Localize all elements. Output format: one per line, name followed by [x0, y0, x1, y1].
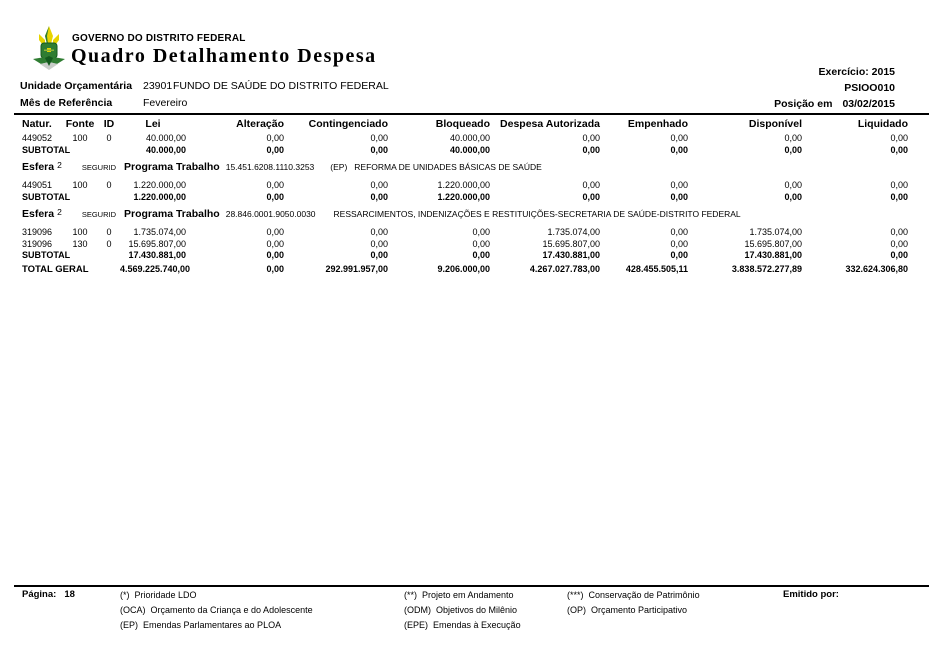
cell-lei: 40.000,00: [145, 144, 186, 155]
page-number-value: 18: [64, 589, 75, 600]
esfera-number: 2: [57, 207, 62, 217]
cell-bloqueado: 9.206.000,00: [437, 263, 490, 274]
table-row: [16, 180, 908, 192]
cell-alteracao: 0,00: [266, 238, 284, 249]
reference-month-line: [20, 97, 188, 109]
cell-bloqueado: 1.220.000,00: [437, 191, 490, 202]
report-code: PSIOO010: [844, 82, 895, 94]
col-id: ID: [103, 118, 115, 130]
cell-liquidado: 0,00: [890, 250, 908, 260]
legend-item: [567, 588, 700, 603]
table-row: [16, 239, 908, 251]
col-despesa-autorizada: Despesa Autorizada: [500, 118, 600, 130]
header-divider: [14, 113, 929, 115]
position-date: [774, 98, 895, 110]
work-program-label: Programa Trabalho: [124, 208, 220, 220]
legend-code: (EPE): [404, 620, 429, 630]
cell-fonte: 100: [72, 180, 88, 190]
col-contingenciado: Contingenciado: [308, 118, 388, 130]
col-disponivel: Disponível: [748, 118, 802, 130]
cell-id: 0: [106, 180, 112, 190]
position-date-value: 03/02/2015: [842, 98, 895, 110]
cell-alteracao: 0,00: [266, 133, 284, 143]
page-title: Quadro Detalhamento Despesa: [71, 45, 377, 67]
cell-fonte: 100: [72, 133, 88, 143]
cell-liquidado: 0,00: [890, 133, 908, 143]
cell-empenhado: 0,00: [670, 144, 688, 155]
footer-divider: [14, 585, 929, 587]
cell-disponivel: 3.838.572.277,89: [731, 263, 802, 274]
cell-lei: 1.220.000,00: [133, 180, 186, 190]
cell-id: 0: [106, 238, 112, 249]
legend-code: (OP): [567, 605, 586, 615]
cell-disponivel: 0,00: [784, 180, 802, 190]
cell-bloqueado: 0,00: [472, 227, 490, 237]
cell-disponivel: 0,00: [784, 191, 802, 202]
legend-code: (*): [120, 590, 130, 600]
cell-despesa-autorizada: 0,00: [582, 144, 600, 155]
legend-item: [404, 618, 521, 633]
cell-liquidado: 0,00: [890, 180, 908, 190]
col-liquidado: Liquidado: [857, 118, 908, 130]
cell-bloqueado: 40.000,00: [449, 144, 490, 155]
cell-disponivel: 1.735.074,00: [749, 227, 802, 237]
col-fonte: Fonte: [65, 118, 95, 130]
cell-lei: 1.735.074,00: [133, 227, 186, 237]
cell-lei: 1.220.000,00: [133, 191, 186, 202]
subtotal-label: SUBTOTAL: [22, 191, 71, 202]
cell-natur: 319096: [22, 238, 53, 249]
cell-alteracao: 0,00: [266, 263, 284, 274]
cell-despesa-autorizada: 0,00: [582, 180, 600, 190]
esfera-number: 2: [57, 160, 62, 170]
esfera-sphere: SEGURID: [81, 210, 117, 219]
col-lei: Lei: [145, 118, 161, 130]
subtotal-row: [16, 145, 908, 157]
legend-item: [120, 618, 313, 633]
work-program-desc: RESSARCIMENTOS, INDENIZAÇÕES E RESTITUIÇÕES-SECRETARIA DE SAÚDE-DISTRITO FEDERAL: [333, 209, 741, 219]
cell-alteracao: 0,00: [266, 180, 284, 190]
gdf-coat-of-arms-icon: [32, 26, 66, 74]
total-row: [16, 262, 908, 276]
cell-contingenciado: 0,00: [370, 227, 388, 237]
cell-disponivel: 15.695.807,00: [744, 238, 802, 249]
esfera-row: [16, 203, 908, 227]
cell-bloqueado: 40.000,00: [449, 133, 490, 143]
col-bloqueado: Bloqueado: [435, 118, 490, 130]
cell-contingenciado: 292.991.957,00: [325, 263, 388, 274]
cell-natur: 449052: [22, 133, 53, 143]
cell-disponivel: 17.430.881,00: [744, 250, 802, 260]
cell-empenhado: 0,00: [670, 250, 688, 260]
exercise-year: Exercício: 2015: [818, 66, 895, 78]
cell-empenhado: 0,00: [670, 191, 688, 202]
legend-label: Prioridade LDO: [134, 590, 197, 600]
cell-alteracao: 0,00: [266, 191, 284, 202]
cell-natur: 319096: [22, 227, 53, 237]
position-date-label: Posição em: [774, 98, 833, 110]
esfera-row: [16, 156, 908, 180]
cell-alteracao: 0,00: [266, 227, 284, 237]
total-label: TOTAL GERAL: [22, 263, 89, 275]
cell-alteracao: 0,00: [266, 250, 284, 260]
page-number-label: Página:: [22, 589, 57, 600]
cell-contingenciado: 0,00: [370, 180, 388, 190]
footer-legend-3: [567, 588, 700, 618]
cell-contingenciado: 0,00: [370, 191, 388, 202]
cell-liquidado: 0,00: [890, 227, 908, 237]
work-program-code: 15.451.6208.1110.3253: [225, 162, 315, 172]
esfera-label: Esfera: [22, 208, 55, 220]
cell-id: 0: [106, 227, 112, 237]
footer-legend-1: [120, 588, 313, 633]
budget-unit-name: FUNDO DE SAÚDE DO DISTRITO FEDERAL: [173, 80, 389, 92]
cell-liquidado: 332.624.306,80: [845, 263, 908, 274]
subtotal-row: [16, 250, 908, 262]
col-natur: Natur.: [22, 118, 52, 130]
legend-item: [404, 603, 521, 618]
legend-label: Projeto em Andamento: [422, 590, 514, 600]
cell-contingenciado: 0,00: [370, 238, 388, 249]
cell-empenhado: 428.455.505,11: [625, 263, 688, 274]
cell-lei: 17.430.881,00: [128, 250, 186, 260]
esfera-line: [16, 208, 908, 221]
legend-item: [567, 603, 700, 618]
work-program-label: Programa Trabalho: [124, 161, 220, 173]
legend-item: [120, 603, 313, 618]
legend-code: (OCA): [120, 605, 146, 615]
cell-lei: 4.569.225.740,00: [120, 263, 191, 274]
work-program-code: 28.846.0001.9050.0030: [225, 209, 316, 219]
cell-natur: 449051: [22, 180, 53, 190]
cell-bloqueado: 1.220.000,00: [437, 180, 490, 190]
cell-fonte: 130: [72, 238, 88, 249]
budget-unit-line: [20, 80, 389, 92]
cell-liquidado: 0,00: [890, 238, 908, 249]
cell-lei: 40.000,00: [145, 133, 186, 143]
table-row: [16, 227, 908, 239]
esfera-sphere: SEGURID: [81, 163, 117, 172]
esfera-label: Esfera: [22, 161, 55, 173]
legend-label: Conservação de Patrimônio: [588, 590, 700, 600]
cell-empenhado: 0,00: [670, 238, 688, 249]
subtotal-row: [16, 192, 908, 204]
cell-despesa-autorizada: 15.695.807,00: [542, 238, 600, 249]
cell-disponivel: 0,00: [784, 133, 802, 143]
budget-unit-label: Unidade Orçamentária: [20, 80, 133, 92]
reference-month-value: Fevereiro: [143, 97, 188, 109]
legend-item: [404, 588, 521, 603]
cell-despesa-autorizada: 4.267.027.783,00: [529, 263, 600, 274]
legend-label: Orçamento da Criança e do Adolescente: [150, 605, 313, 615]
issued-by-label: Emitido por:: [783, 589, 839, 600]
org-name: GOVERNO DO DISTRITO FEDERAL: [72, 33, 246, 44]
table-header-row: [16, 117, 908, 133]
table-row: [16, 133, 908, 145]
cell-liquidado: 0,00: [890, 191, 908, 202]
cell-fonte: 100: [72, 227, 88, 237]
cell-empenhado: 0,00: [670, 180, 688, 190]
cell-empenhado: 0,00: [670, 227, 688, 237]
work-program-flag: (EP): [330, 162, 348, 172]
cell-bloqueado: 0,00: [472, 238, 490, 249]
expense-table: [16, 117, 908, 275]
esfera-line: [16, 161, 908, 174]
legend-label: Emendas à Execução: [433, 620, 521, 630]
cell-contingenciado: 0,00: [370, 250, 388, 260]
cell-despesa-autorizada: 17.430.881,00: [542, 250, 600, 260]
table-header: [16, 117, 908, 133]
cell-despesa-autorizada: 0,00: [582, 133, 600, 143]
cell-contingenciado: 0,00: [370, 144, 388, 155]
legend-item: [120, 588, 313, 603]
page-number: [22, 589, 75, 600]
legend-code: (EP): [120, 620, 138, 630]
legend-label: Orçamento Participativo: [591, 605, 688, 615]
cell-liquidado: 0,00: [890, 144, 908, 155]
col-empenhado: Empenhado: [627, 118, 688, 130]
footer-legend-2: [404, 588, 521, 633]
work-program-desc: REFORMA DE UNIDADES BÁSICAS DE SAÚDE: [354, 162, 542, 172]
legend-code: (ODM): [404, 605, 431, 615]
cell-contingenciado: 0,00: [370, 133, 388, 143]
subtotal-label: SUBTOTAL: [22, 250, 71, 260]
col-alteracao: Alteração: [236, 118, 284, 130]
budget-unit-code: 23901: [143, 80, 173, 92]
cell-bloqueado: 0,00: [472, 250, 490, 260]
legend-code: (***): [567, 590, 584, 600]
reference-month-label: Mês de Referência: [20, 97, 113, 109]
legend-label: Emendas Parlamentares ao PLOA: [143, 620, 282, 630]
cell-id: 0: [106, 133, 112, 143]
cell-empenhado: 0,00: [670, 133, 688, 143]
cell-disponivel: 0,00: [784, 144, 802, 155]
subtotal-label: SUBTOTAL: [22, 144, 71, 155]
legend-code: (**): [404, 590, 417, 600]
cell-alteracao: 0,00: [266, 144, 284, 155]
cell-lei: 15.695.807,00: [128, 238, 186, 249]
cell-despesa-autorizada: 0,00: [582, 191, 600, 202]
cell-despesa-autorizada: 1.735.074,00: [547, 227, 600, 237]
legend-label: Objetivos do Milênio: [436, 605, 518, 615]
